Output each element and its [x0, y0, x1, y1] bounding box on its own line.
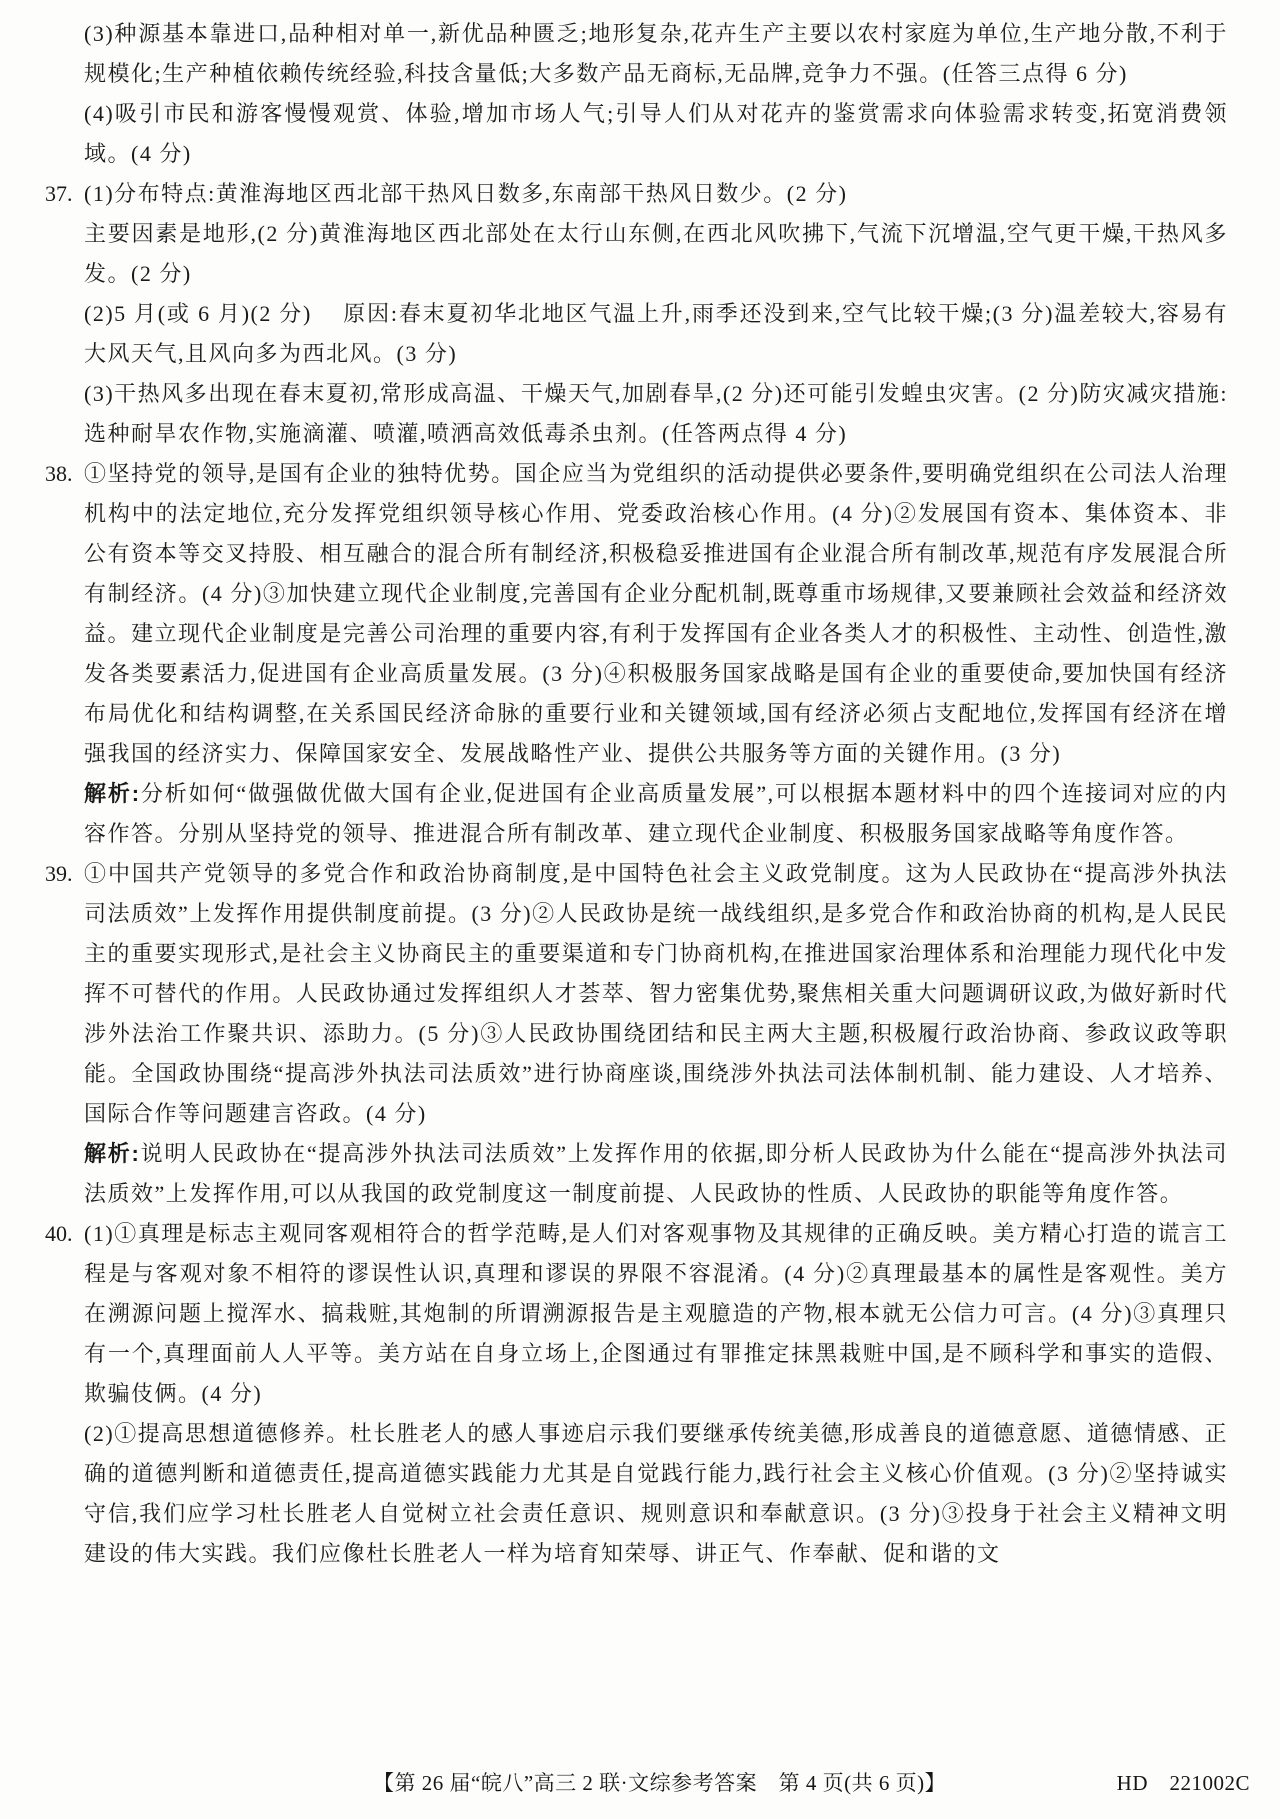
question-number: 38. — [45, 461, 73, 486]
footer-code: HD 221002C — [1116, 1771, 1250, 1795]
paragraph-text: 主要因素是地形,(2 分)黄淮海地区西北部处在太行山东侧,在西北风吹拂下,气流下沉增温,空气更干燥,干热风多发。(2 分) — [84, 221, 1228, 286]
answer-paragraph — [84, 374, 1228, 454]
answer-paragraph — [84, 294, 1228, 374]
answer-paragraph — [84, 454, 1228, 774]
page-footer — [0, 1767, 1280, 1797]
answer-item-38 — [45, 454, 1228, 854]
answer-paragraph — [84, 854, 1228, 1134]
analysis-label: 解析: — [84, 1141, 141, 1166]
paragraph-text: (4)吸引市民和游客慢慢观赏、体验,增加市场人气;引导人们从对花卉的鉴赏需求向体验需求转变,拓宽消费领域。(4 分) — [84, 101, 1228, 166]
paragraph-text: (3)种源基本靠进口,品种相对单一,新优品种匮乏;地形复杂,花卉生产主要以农村家庭为单位,生产地分散,不利于规模化;生产种植依赖传统经验,科技含量低;大多数产品无商标,无品牌,竞争力不强。(任答三点得 6 分) — [84, 21, 1228, 86]
answer-paragraph — [84, 1214, 1228, 1414]
answer-item-37 — [45, 174, 1228, 454]
answer-paragraph — [84, 214, 1228, 294]
paragraph-text: ①坚持党的领导,是国有企业的独特优势。国企应当为党组织的活动提供必要条件,要明确党组织在公司法人治理机构中的法定地位,充分发挥党组织领导核心作用、党委政治核心作用。(4 分)②发展国有资本、集体资本、非公有资本等交叉持股、相互融合的混合所有制经济,积极稳妥推进国有企业混合所有制改革,规范有序发展混合所有制经济。(4 分)③加快建立现代企业制度,完善国有企业分配机制,既尊重市场规律,又要兼顾社会效益和经济效益。建立现代企业制度是完善公司治理的重要内容,有利于发挥国有企业各类人才的积极性、主动性、创造性,激发各类要素活力,促进国有企业高质量发展。(3 分)④积极服务国家战略是国有企业的重要使命,要加快国有经济布局优化和结构调整,在关系国民经济命脉的重要行业和关键领域,国有经济必须占支配地位,发挥国有经济在增强我国的经济实力、保障国家安全、发展战略性产业、提供公共服务等方面的关键作用。(3 分) — [84, 461, 1228, 766]
paragraph-text: (3)干热风多出现在春末夏初,常形成高温、干燥天气,加剧春旱,(2 分)还可能引发蝗虫灾害。(2 分)防灾减灾措施:选种耐旱农作物,实施滴灌、喷灌,喷洒高效低毒杀虫剂。(任答两点得 4 分) — [84, 381, 1228, 446]
footer-caption: 【第 26 届“皖八”高三 2 联·文综参考答案 第 4 页(共 6 页)】 — [373, 1771, 947, 1795]
paragraph-text: 分析如何“做强做优做大国有企业,促进国有企业高质量发展”,可以根据本题材料中的四个连接词对应的内容作答。分别从坚持党的领导、推进混合所有制改革、建立现代企业制度、积极服务国家战略等角度作答。 — [84, 781, 1228, 846]
analysis-paragraph — [84, 1134, 1228, 1214]
analysis-label: 解析: — [84, 781, 141, 806]
paragraph-text: 说明人民政协在“提高涉外执法司法质效”上发挥作用的依据,即分析人民政协为什么能在“提高涉外执法司法质效”上发挥作用,可以从我国的政党制度这一制度前提、人民政协的性质、人民政协的职能等角度作答。 — [84, 1141, 1228, 1206]
paragraph-text: (2)5 月(或 6 月)(2 分) 原因:春末夏初华北地区气温上升,雨季还没到来,空气比较干燥;(3 分)温差较大,容易有大风天气,且风向多为西北风。(3 分) — [84, 301, 1228, 366]
paragraph-text: ①中国共产党领导的多党合作和政治协商制度,是中国特色社会主义政党制度。这为人民政协在“提高涉外执法司法质效”上发挥作用提供制度前提。(3 分)②人民政协是统一战线组织,是多党合作和政治协商的机构,是人民民主的重要实现形式,是社会主义协商民主的重要渠道和专门协商机构,在推进国家治理体系和治理能力现代化中发挥不可替代的作用。人民政协通过发挥组织人才荟萃、智力密集优势,聚焦相关重大问题调研议政,为做好新时代涉外法治工作聚共识、添助力。(5 分)③人民政协围绕团结和民主两大主题,积极履行政治协商、参政议政等职能。全国政协围绕“提高涉外执法司法质效”进行协商座谈,围绕涉外执法司法体制机制、能力建设、人才培养、国际合作等问题建言咨政。(4 分) — [84, 861, 1228, 1126]
paragraph-text: (1)①真理是标志主观同客观相符合的哲学范畴,是人们对客观事物及其规律的正确反映。美方精心打造的谎言工程是与客观对象不相符的谬误性认识,真理和谬误的界限不容混淆。(4 分)②真理最基本的属性是客观性。美方在溯源问题上搅浑水、搞栽赃,其炮制的所谓溯源报告是主观臆造的产物,根本就无公信力可言。(4 分)③真理只有一个,真理面前人人平等。美方站在自身立场上,企图通过有罪推定抹黑栽赃中国,是不顾科学和事实的造假、欺骗伎俩。(4 分) — [84, 1221, 1228, 1406]
question-number: 37. — [45, 181, 73, 206]
paragraph-text: (1)分布特点:黄淮海地区西北部干热风日数多,东南部干热风日数少。(2 分) — [84, 181, 848, 206]
answer-paragraph — [84, 14, 1228, 94]
answer-item-40 — [45, 1214, 1228, 1574]
answer-paragraph — [84, 174, 1228, 214]
answer-item-36-continued — [84, 14, 1228, 174]
answer-item-39 — [45, 854, 1228, 1214]
question-number: 39. — [45, 861, 73, 886]
paragraph-text: (2)①提高思想道德修养。杜长胜老人的感人事迹启示我们要继承传统美德,形成善良的道德意愿、道德情感、正确的道德判断和道德责任,提高道德实践能力尤其是自觉践行能力,践行社会主义核心价值观。(3 分)②坚持诚实守信,我们应学习杜长胜老人自觉树立社会责任意识、规则意识和奉献意识。(3 分)③投身于社会主义精神文明建设的伟大实践。我们应像杜长胜老人一样为培育知荣辱、讲正气、作奉献、促和谐的文 — [84, 1421, 1228, 1566]
question-number: 40. — [45, 1221, 73, 1246]
analysis-paragraph — [84, 774, 1228, 854]
answer-paragraph — [84, 1414, 1228, 1574]
answer-paragraph — [84, 94, 1228, 174]
